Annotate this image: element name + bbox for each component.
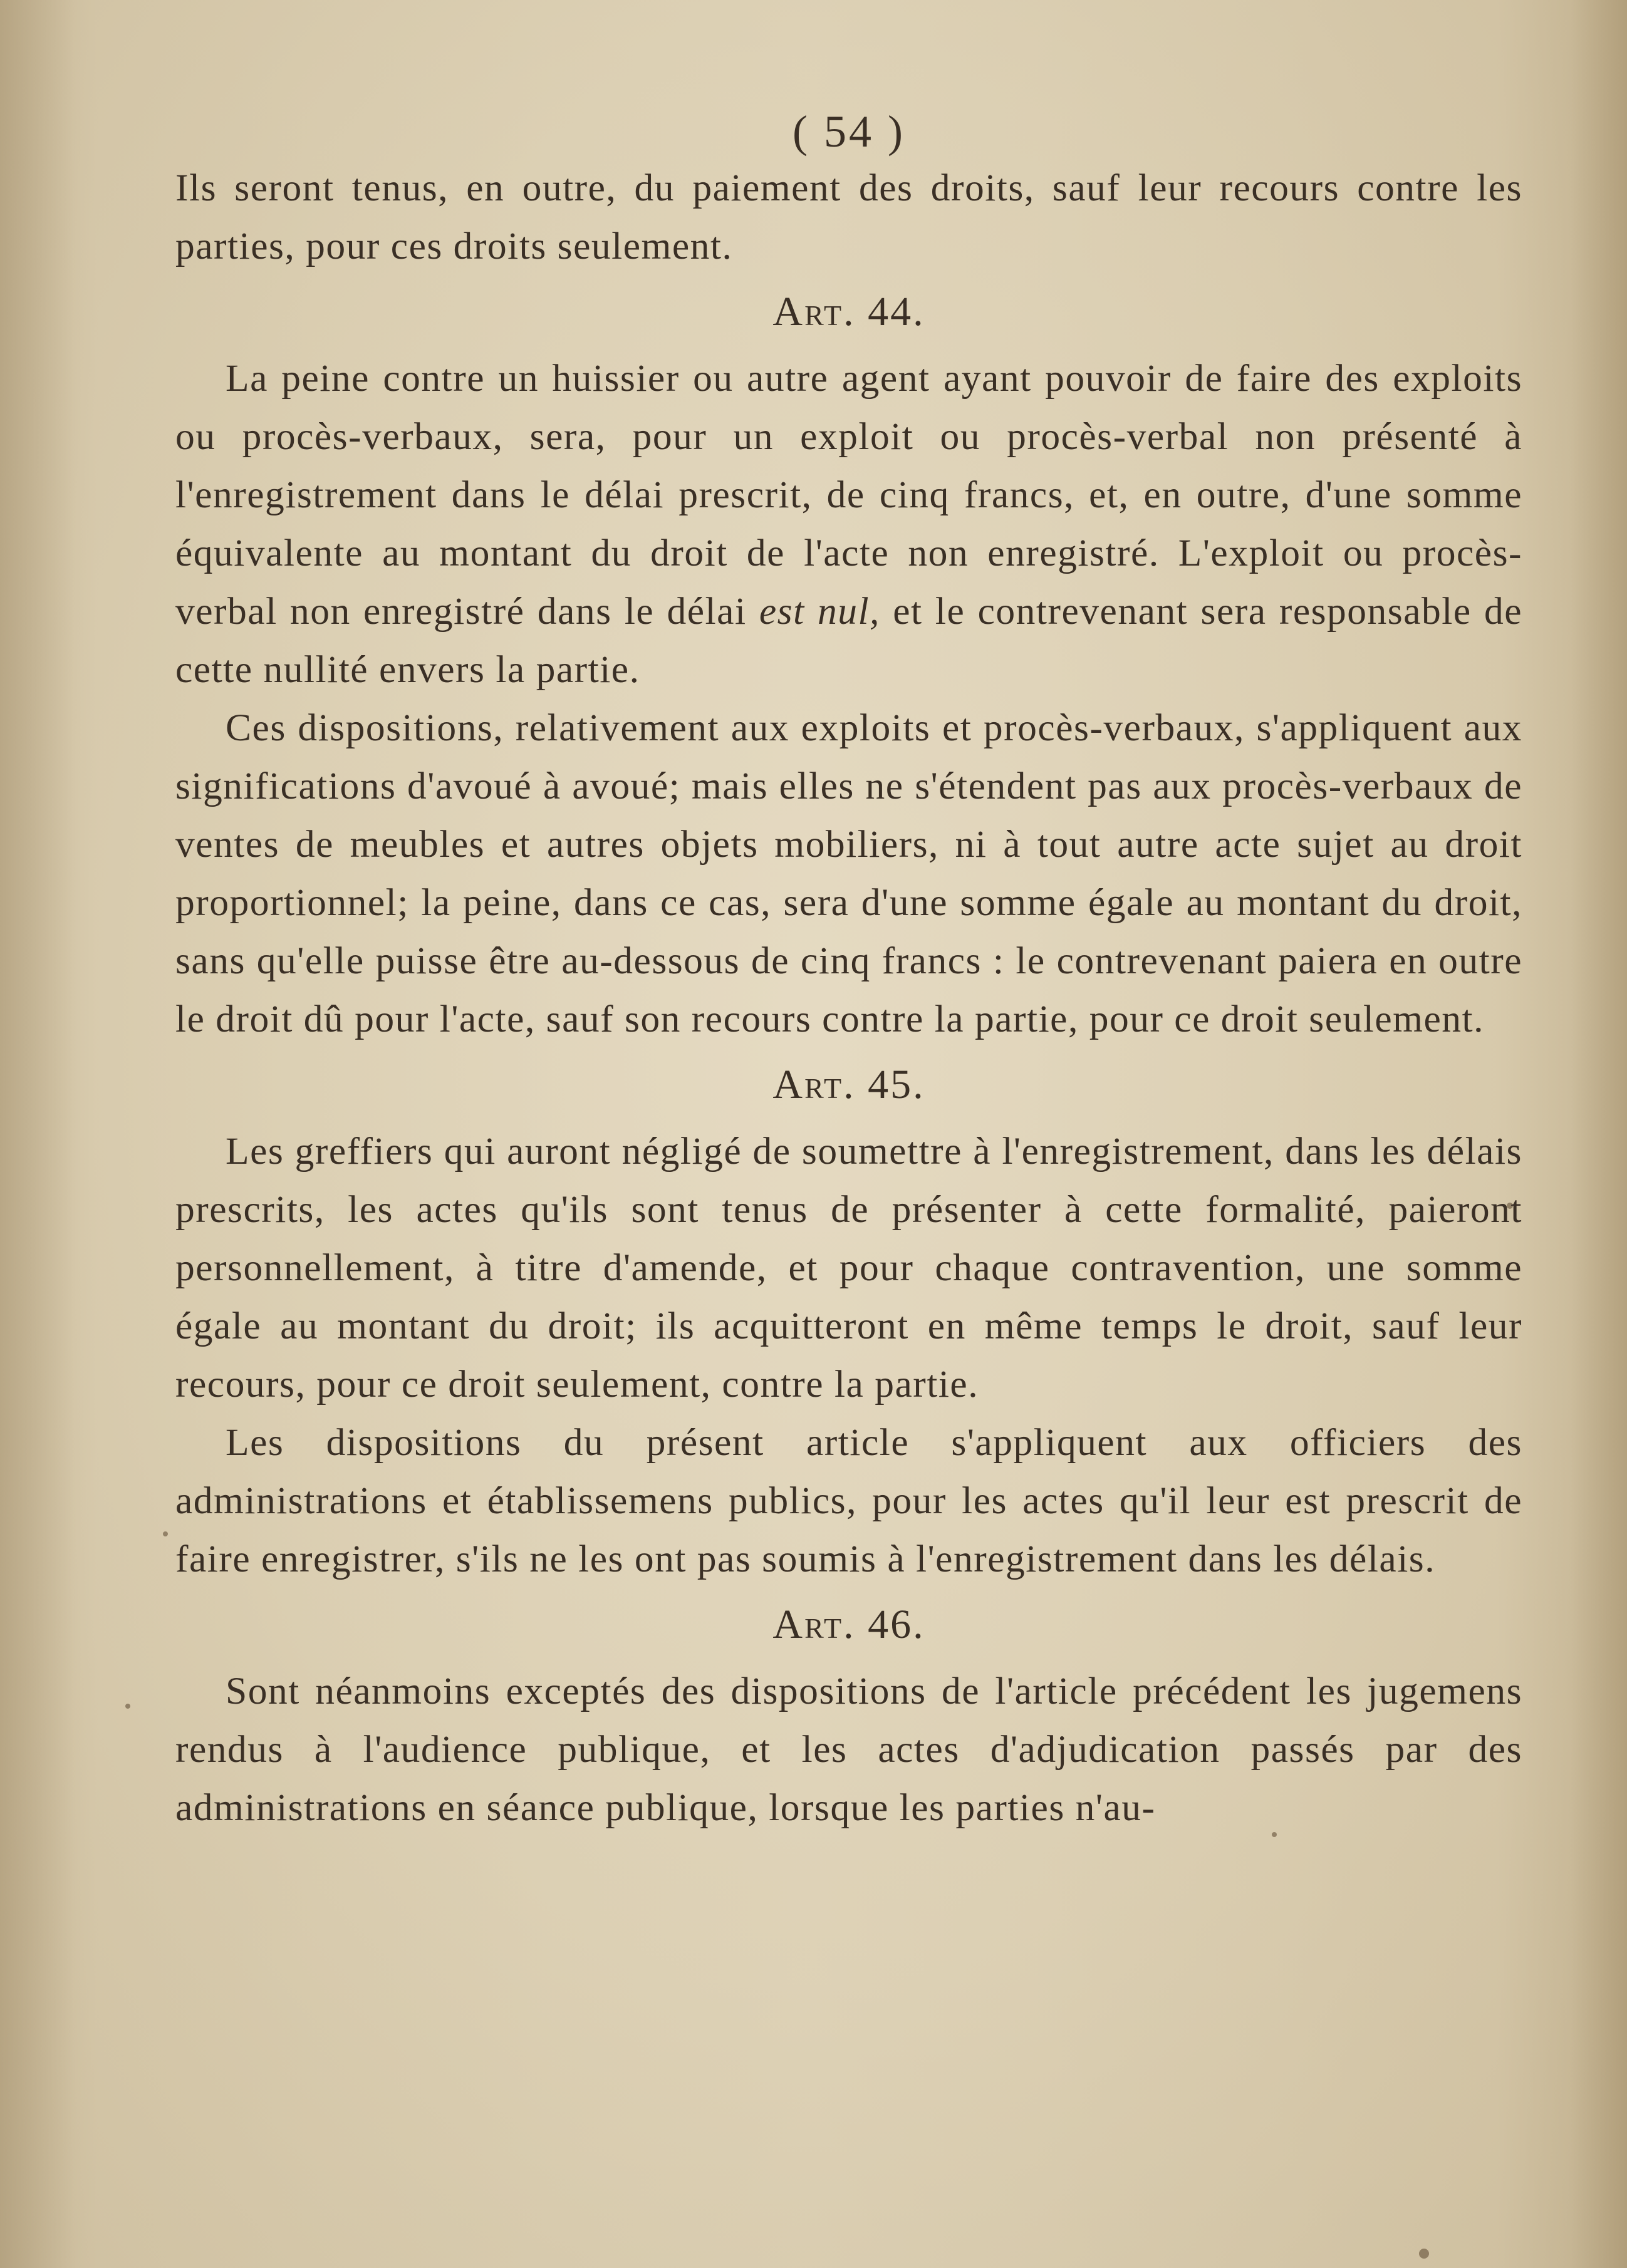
foxing-spot xyxy=(1419,2249,1429,2259)
paragraph-article-44-penalty xyxy=(175,350,1522,699)
paragraph-continuation: Ils seront tenus, en outre, du paiement des droits, sauf leur recours contre les parties, pour ces droits seulement. xyxy=(175,167,1522,267)
article-heading-text: Art. 46. xyxy=(772,1602,925,1647)
article-heading-46 xyxy=(175,1593,1522,1656)
page-shadow-right xyxy=(1571,0,1627,2268)
article-heading-44 xyxy=(175,281,1522,343)
article-heading-text: Art. 44. xyxy=(772,289,925,334)
page-text xyxy=(175,100,1522,1837)
paragraph-article-46-exceptions: Sont néanmoins exceptés des dispositions de l'article précédent les jugemens rendus à l'audience publique, et les actes d'adjudication passés par des administrations en séance publique, lorsque les parties n'au- xyxy=(175,1670,1522,1829)
italic-emphasis: est nul, xyxy=(759,590,880,633)
article-heading-45 xyxy=(175,1054,1522,1116)
page-number: ( 54 ) xyxy=(793,106,905,157)
paragraph-article-44-dispositions: Ces dispositions, relativement aux exploits et procès-verbaux, s'appliquent aux significations d'avoué à avoué; mais elles ne s'étendent pas aux procès-verbaux de ventes de meubles et autres objets mobiliers, ni à tout autre acte sujet au droit proportionnel; la peine, dans ce cas, sera d'une somme égale au montant du droit, sans qu'elle puisse être au-dessous de cinq francs : le contrevenant paiera en outre le droit dû pour l'acte, sauf son recours contre la partie, pour ce droit seulement. xyxy=(175,707,1522,1040)
paragraph-article-45-officiers: Les dispositions du présent article s'appliquent aux officiers des administrations et établissemens publics, pour les actes qu'il leur est prescrit de faire enregistrer, s'ils ne les ont pas soumis à l'enregistrement dans les délais. xyxy=(175,1421,1522,1580)
foxing-spot xyxy=(163,1531,168,1536)
paragraph-article-45-greffiers: Les greffiers qui auront négligé de soumettre à l'enregistrement, dans les délais prescrits, les actes qu'ils sont tenus de présenter à cette formalité, paieront personnellement, à titre d'amende, et pour chaque contravention, une somme égale au montant du droit; ils acquitteront en même temps le droit, sauf leur recours, pour ce droit seulement, contre la partie. xyxy=(175,1130,1522,1406)
paragraph-text: et le contrevenant sera responsable de cette nullité envers la partie. xyxy=(175,590,1523,691)
article-heading-text: Art. 45. xyxy=(772,1062,925,1107)
page-shadow-left xyxy=(0,0,75,2268)
foxing-spot xyxy=(125,1704,130,1709)
paragraph-text: La peine contre un huissier ou autre agent ayant pouvoir de faire des exploits ou procès-verbaux, sera, pour un exploit ou procès-verbal non présenté à l'enregistrement dans le délai prescrit, de cinq francs, et, en outre, d'une somme équivalente au montant du droit de l'acte non enregistré. L'exploit ou procès-verbal non enregistré dans le délai xyxy=(175,357,1522,633)
